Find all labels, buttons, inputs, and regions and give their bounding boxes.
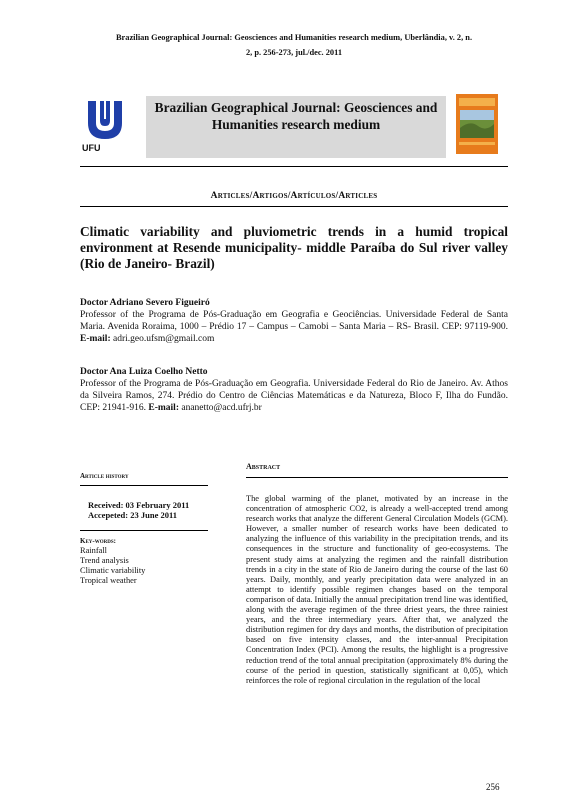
header-divider [80, 166, 508, 167]
accepted-date: Accepeted: 23 June 2011 [88, 510, 178, 520]
journal-cover-image [456, 94, 498, 154]
author-name: Doctor Ana Luiza Coelho Netto [80, 367, 208, 377]
author-affiliation: Professor of the Programa de Pós-Graduação em Geografia e Geociências. Universidade Federal de Santa Maria. Avenida Roraima, 1000 – Prédio 17 – Campus – Camobi – Santa Maria – RS- Brasil. CEP: 97119-900. E-mail: adri.geo.ufsm@gmail.com [80, 310, 508, 344]
email-label: E-mail [148, 403, 176, 413]
author-affiliation: Professor of the Programa de Pós-Graduação em Geografia. Universidade Federal do Rio de Janeiro. Av. Athos da Silveira Ramos, 274. Prédio do Centro de Ciências Matemáticas e da Natureza, Bloco F, Ilha do Fundão. CEP: 21941-916. E-mail: ananetto@acd.ufrj.br [80, 379, 508, 413]
affiliation-text: Professor of the Programa de Pós-Graduação em Geografia e Geociências. Universidade Federal de Santa Maria. Avenida Roraima, 1000 – Prédio 17 – Campus – Camobi – Santa Maria – RS- Brasil. CEP: 97119-900. [80, 310, 508, 332]
keyword-item: Trend analysis [80, 556, 129, 565]
running-header [80, 30, 508, 60]
author-email[interactable]: adri.geo.ufsm@gmail.com [113, 334, 215, 344]
keyword-item: Climatic variability [80, 566, 146, 575]
affiliation-text: Professor of the Programa de Pós-Graduação em Geografia. Universidade Federal do Rio de Janeiro. Av. Athos da Silveira Ramos, 274. Prédio do Centro de Ciências Matemáticas e da Natureza, Bloco F, Ilha do Fundão. CEP: 21941-916. [80, 379, 508, 413]
keyword-item: Rainfall [80, 546, 107, 555]
article-title: Climatic variability and pluviometric trends in a humid tropical environment at Resende municipality- middle Paraíba do Sul river valley (Rio de Janeiro- Brazil) [80, 224, 508, 271]
keywords-list [80, 546, 145, 586]
ufu-logo [82, 97, 128, 149]
logo-text: UFU [82, 143, 101, 153]
running-header-line1: Brazilian Geographical Journal: Geosciences and Humanities research medium, Uberlândia, v. 2, n. [115, 33, 473, 42]
abstract-label: Abstract [246, 462, 281, 471]
author-block-2 [80, 367, 508, 414]
received-date: Received: 03 February 2011 [88, 500, 190, 510]
section-divider [80, 206, 508, 207]
keyword-item: Tropical weather [80, 576, 137, 585]
section-label: Articles/Artigos/Artículos/Articles [210, 191, 378, 201]
running-header-line2: 2, p. 256-273, jul./dec. 2011 [245, 48, 343, 57]
article-history [88, 500, 189, 520]
history-divider [80, 485, 208, 486]
author-email[interactable]: ananetto@acd.ufrj.br [181, 403, 262, 413]
keywords-label: Key-words: [80, 537, 116, 545]
abstract-text: The global warming of the planet, motivated by an increase in the concentration of atmospheric CO2, is already a well-accepted trend among research works that analyze the different General Circulation Models (GCM). However, a smaller number of research works have been dedicated to analyzing the influence of this variability in the precipitation trends, and its consequences in the structure and functionality of geo-ecosystems. The present study aims at analyzing the regimen and the rainfall distribution trends in a city in the state of Rio de Janeiro during the course of the last 60 years. Daily, monthly, and yearly precipitation data were analyzed in an attempt to identify possible regimen changes based on the temporal comparison of data. Initially the annual precipitation trend line was identified, along with the average regimen of the three driest years, the three rainiest years, and the three intermediary years. After that, we analyzed the distribution regimen for dry days and months, the distribution of precipitation based on five intensity classes, and the inter-annual Precipitation Concentration Index (PCI). Among the results, the highlight is a progressive reduction trend of the total annual precipitation (approximately 8% during the course of the period in question, statistically significant at 0,05), which reinforces the role of regional circulation in the regulation of the local [246, 494, 508, 685]
author-name: Doctor Adriano Severo Figueiró [80, 298, 210, 308]
author-block-1 [80, 298, 508, 345]
journal-title: Brazilian Geographical Journal: Geosciences and Humanities research medium [154, 100, 438, 132]
article-history-label: Article history [80, 472, 129, 480]
keywords-divider [80, 530, 208, 531]
email-label: E-mail [80, 334, 108, 344]
abstract-divider [246, 477, 508, 478]
page-number: 256 [486, 782, 500, 792]
